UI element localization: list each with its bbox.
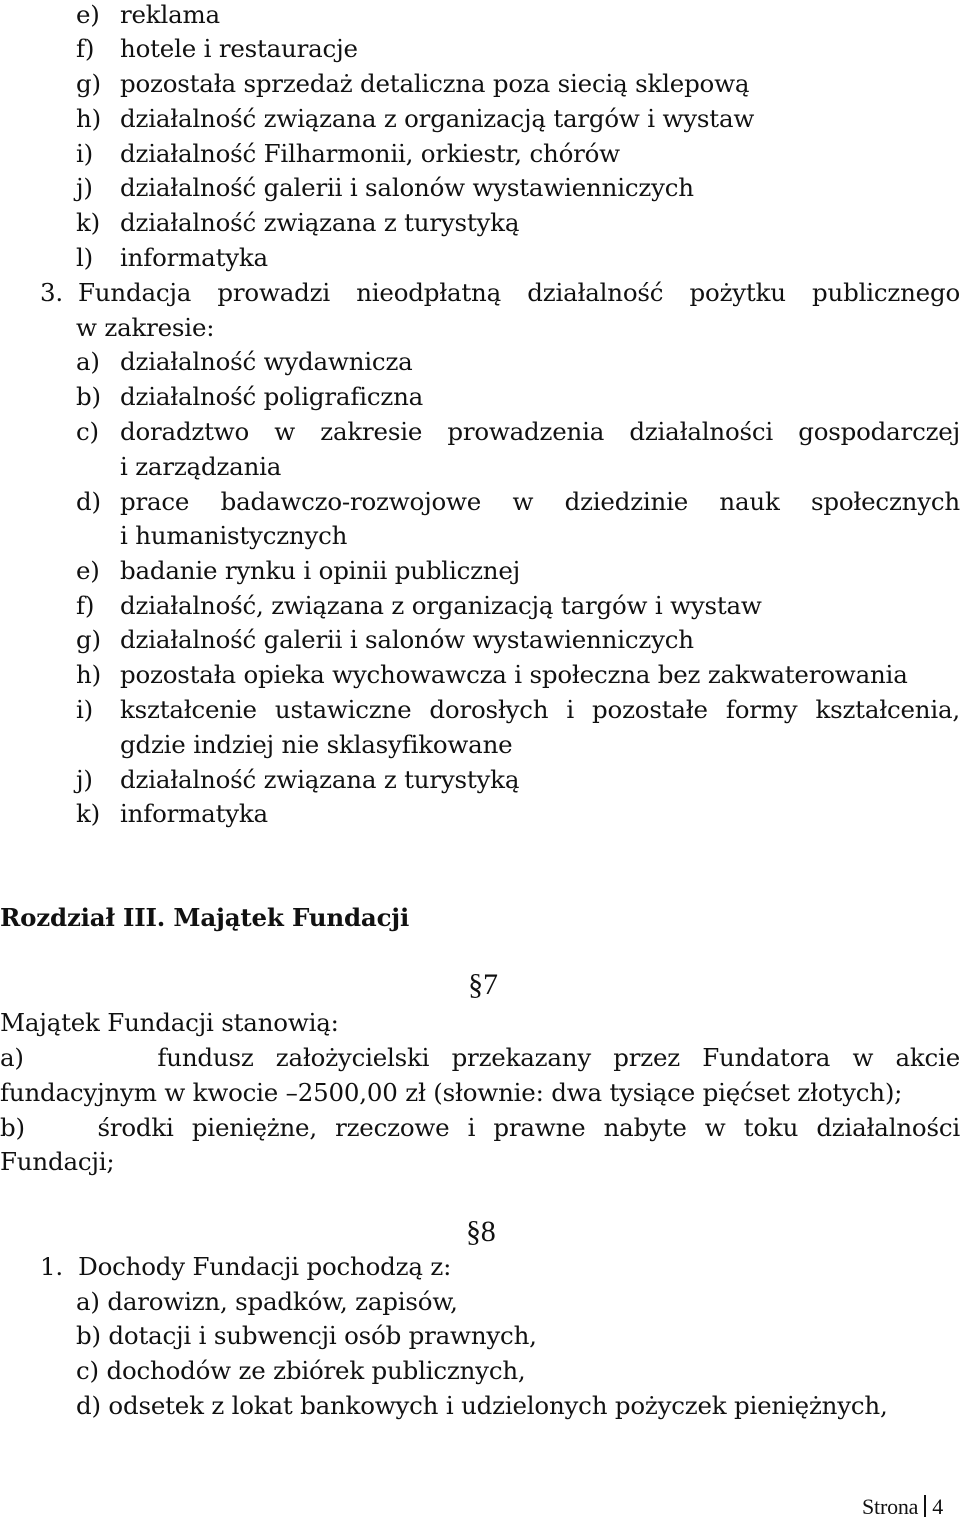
item-label: b) (76, 382, 101, 411)
section-8-item-d: d) odsetek z lokat bankowych i udzielonych pożyczek pieniężnych, (76, 1391, 888, 1420)
list-item-f (76, 34, 358, 63)
item-text: działalność galerii i salonów wystawienniczych (120, 625, 694, 654)
page-number: 4 (932, 1494, 944, 1519)
list-item-d-continuation: i humanistycznych (120, 521, 348, 550)
point-3-continuation: w zakresie: (76, 313, 215, 342)
item-text: hotele i restauracje (120, 34, 358, 63)
section-8-item-c: c) dochodów ze zbiórek publicznych, (76, 1356, 526, 1385)
item-label: k) (76, 799, 101, 828)
list-item-g (76, 69, 749, 98)
list-item-j2 (76, 765, 519, 794)
item-text: prace badawczo-rozwojowe w dziedzinie nauk społecznych (120, 487, 960, 516)
item-label: j) (76, 173, 93, 202)
list-item-l (76, 243, 268, 272)
item-text: działalność wydawnicza (120, 347, 413, 376)
item-label: i) (76, 139, 93, 168)
item-text: działalność związana z turystyką (120, 208, 520, 237)
section-7-item-b-continuation: Fundacji; (0, 1147, 115, 1176)
list-item-f2 (76, 591, 762, 620)
section-8-item-1: 1. Dochody Fundacji pochodzą z: (40, 1252, 452, 1281)
section-8-item-a: a) darowizn, spadków, zapisów, (76, 1287, 458, 1316)
section-7-item-a: a) fundusz założycielski przekazany przez Fundatora w akcie (0, 1043, 960, 1072)
section-8-item-b: b) dotacji i subwencji osób prawnych, (76, 1321, 537, 1350)
item-label: e) (76, 0, 100, 29)
point-text: Fundacja prowadzi nieodpłatną działalność pożytku publicznego (78, 278, 960, 307)
point-3 (40, 278, 960, 307)
section-7-item-b: b) środki pieniężne, rzeczowe i prawne nabyte w toku działalności (0, 1113, 960, 1142)
list-item-g2 (76, 625, 694, 654)
item-label: f) (76, 34, 95, 63)
item-label: g) (76, 625, 101, 654)
item-label: d) (76, 487, 101, 516)
item-text: działalność, związana z organizacją targów i wystaw (120, 591, 762, 620)
list-item-k (76, 208, 519, 237)
item-label: h) (76, 104, 101, 133)
item-text: pozostała sprzedaż detaliczna poza siecią sklepową (120, 69, 750, 98)
item-label: f) (76, 591, 95, 620)
item-label: i) (76, 695, 93, 724)
item-label: k) (76, 208, 101, 237)
section-7-heading (466, 968, 498, 1002)
item-text: badanie rynku i opinii publicznej (120, 556, 521, 585)
list-item-i (76, 139, 620, 168)
list-item-i2-continuation: gdzie indziej nie sklasyfikowane (120, 730, 513, 759)
list-item-a (76, 347, 413, 376)
item-text: działalność poligraficzna (120, 382, 424, 411)
item-text: działalność Filharmonii, orkiestr, chórów (120, 139, 620, 168)
footer-separator (924, 1495, 926, 1517)
list-item-k2 (76, 799, 268, 828)
page-footer (862, 1494, 943, 1520)
section-7-item-a-continuation: fundacyjnym w kwocie –2500,00 zł (słownie: dwa tysiące pięćset złotych); (0, 1078, 903, 1107)
section-7-intro: Majątek Fundacji stanowią: (0, 1008, 339, 1037)
item-label: l) (76, 243, 93, 272)
section-8-heading (466, 1215, 496, 1249)
list-item-c-continuation: i zarządzania (120, 452, 282, 481)
list-item-d (76, 487, 960, 516)
item-label: h) (76, 660, 101, 689)
item-text: działalność związana z turystyką (120, 765, 520, 794)
list-item-b (76, 382, 423, 411)
list-item-h2 (76, 660, 908, 689)
item-text: działalność galerii i salonów wystawienniczych (120, 173, 694, 202)
item-label: c) (76, 417, 99, 446)
item-label: j) (76, 765, 93, 794)
item-text: informatyka (120, 243, 268, 272)
list-item-e2 (76, 556, 520, 585)
item-label: g) (76, 69, 101, 98)
item-label: e) (76, 556, 100, 585)
chapter-heading: Rozdział III. Majątek Fundacji (0, 903, 410, 932)
footer-label: Strona (862, 1494, 919, 1519)
list-item-e (76, 0, 220, 29)
item-text: doradztwo w zakresie prowadzenia działalności gospodarczej (120, 417, 960, 446)
point-number: 3. (40, 278, 63, 307)
item-label: a) (76, 347, 100, 376)
item-text: informatyka (120, 799, 268, 828)
list-item-i2 (76, 695, 960, 724)
section-number: §8 (466, 1215, 496, 1248)
item-text: pozostała opieka wychowawcza i społeczna bez zakwaterowania (120, 660, 908, 689)
item-text: działalność związana z organizacją targów i wystaw (120, 104, 755, 133)
list-item-c (76, 417, 960, 446)
item-text: kształcenie ustawiczne dorosłych i pozostałe formy kształcenia, (120, 695, 960, 724)
item-text: reklama (120, 0, 220, 29)
list-item-h (76, 104, 754, 133)
section-number: §7 (468, 968, 498, 1001)
list-item-j (76, 173, 694, 202)
